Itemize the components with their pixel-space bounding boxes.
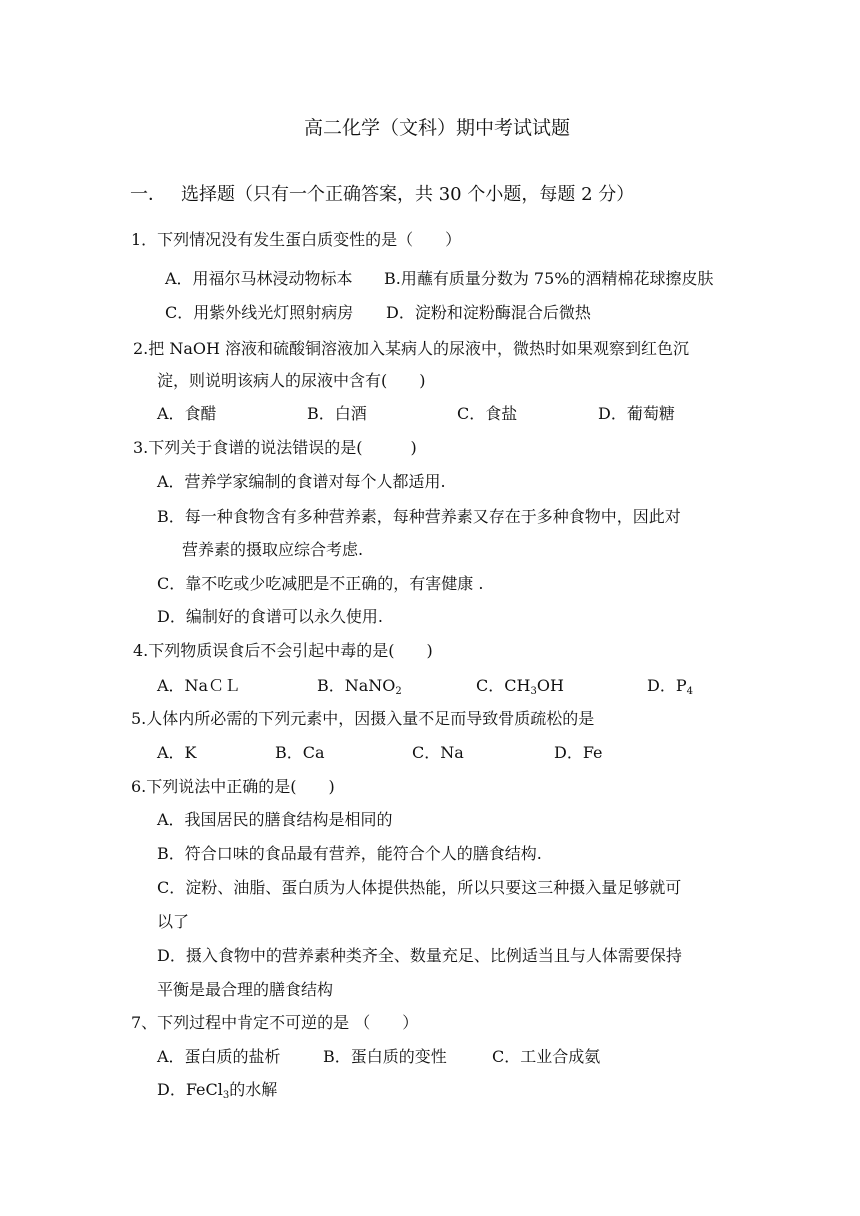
question-1-option-c: C．用紫外线光灯照射病房 bbox=[165, 303, 354, 322]
question-4-option-d: D．$P_4$ bbox=[647, 676, 693, 697]
question-4-option-a: A．NaＣＬ bbox=[157, 676, 241, 695]
section-heading: 选择题（只有一个正确答案，共 30 个小题，每题 2 分） bbox=[181, 184, 635, 205]
question-5-option-a: A．K bbox=[157, 743, 197, 762]
question-6-option-c-line-1: C．淀粉、油脂、蛋白质为人体提供热能，所以只要这三种摄入量足够就可 bbox=[157, 878, 682, 897]
question-3-option-b-line-2: 营养素的摄取应综合考虑. bbox=[182, 540, 364, 559]
question-4-option-c: C．$CH_3OH$ bbox=[476, 676, 564, 697]
question-1-option-b: B.用蘸有质量分数为 75%的酒精棉花球擦皮肤 bbox=[384, 269, 714, 288]
question-1-option-a: A．用福尔马林浸动物标本 bbox=[165, 269, 353, 288]
question-6-option-d-line-1: D．摄入食物中的营养素种类齐全、数量充足、比例适当且与人体需要保持 bbox=[157, 946, 682, 965]
question-6-option-a: A．我国居民的膳食结构是相同的 bbox=[157, 810, 393, 829]
exam-title: 高二化学（文科）期中考试试题 bbox=[304, 117, 571, 139]
question-4-stem: 4.下列物质误食后不会引起中毒的是( ) bbox=[133, 641, 433, 660]
question-5-option-c: C．Na bbox=[412, 743, 464, 762]
question-5-stem: 5.人体内所必需的下列元素中，因摄入量不足而导致骨质疏松的是 bbox=[131, 709, 595, 728]
question-3-option-a: A．营养学家编制的食谱对每个人都适用. bbox=[157, 472, 446, 491]
question-7-stem: 7、下列过程中肯定不可逆的是 （ ） bbox=[131, 1013, 419, 1032]
question-5-option-b: B．Ca bbox=[275, 743, 325, 762]
question-1-option-d: D．淀粉和淀粉酶混合后微热 bbox=[386, 303, 591, 322]
question-3-stem: 3.下列关于食谱的说法错误的是( ) bbox=[133, 438, 417, 457]
question-7-option-b: B．蛋白质的变性 bbox=[323, 1047, 447, 1066]
question-6-option-d-line-2: 平衡是最合理的膳食结构 bbox=[157, 980, 334, 999]
question-4-option-b: B．NaNO$_2$ bbox=[317, 676, 402, 697]
question-2-stem-line-2: 淀，则说明该病人的尿液中含有( ) bbox=[157, 371, 426, 390]
question-3-option-b-line-1: B．每一种食物含有多种营养素，每种营养素又存在于多种食物中，因此对 bbox=[157, 507, 681, 526]
question-3-option-d: D．编制好的食谱可以永久使用. bbox=[157, 607, 383, 626]
question-7-option-c: C．工业合成氨 bbox=[492, 1047, 601, 1066]
question-2-option-d: D．葡萄糖 bbox=[598, 404, 675, 423]
question-7-option-d: D．FeCl$_3$的水解 bbox=[157, 1080, 278, 1101]
question-2-stem-line-1: 2.把 NaOH 溶液和硫酸铜溶液加入某病人的尿液中，微热时如果观察到红色沉 bbox=[133, 339, 690, 358]
question-3-option-c: C．靠不吃或少吃减肥是不正确的，有害健康 . bbox=[157, 574, 484, 593]
question-6-option-c-line-2: 以了 bbox=[157, 912, 190, 931]
question-6-stem: 6.下列说法中正确的是( ) bbox=[131, 777, 335, 796]
question-1-stem: 1．下列情况没有发生蛋白质变性的是（ ） bbox=[131, 230, 462, 249]
question-6-option-b: B．符合口味的食品最有营养，能符合个人的膳食结构. bbox=[157, 844, 542, 863]
question-2-option-b: B．白酒 bbox=[307, 404, 367, 423]
section-number: 一． bbox=[130, 184, 166, 205]
question-2-option-c: C．食盐 bbox=[457, 404, 518, 423]
question-5-option-d: D．Fe bbox=[554, 743, 603, 762]
question-7-option-a: A．蛋白质的盐析 bbox=[157, 1047, 281, 1066]
question-2-option-a: A．食醋 bbox=[157, 404, 217, 423]
